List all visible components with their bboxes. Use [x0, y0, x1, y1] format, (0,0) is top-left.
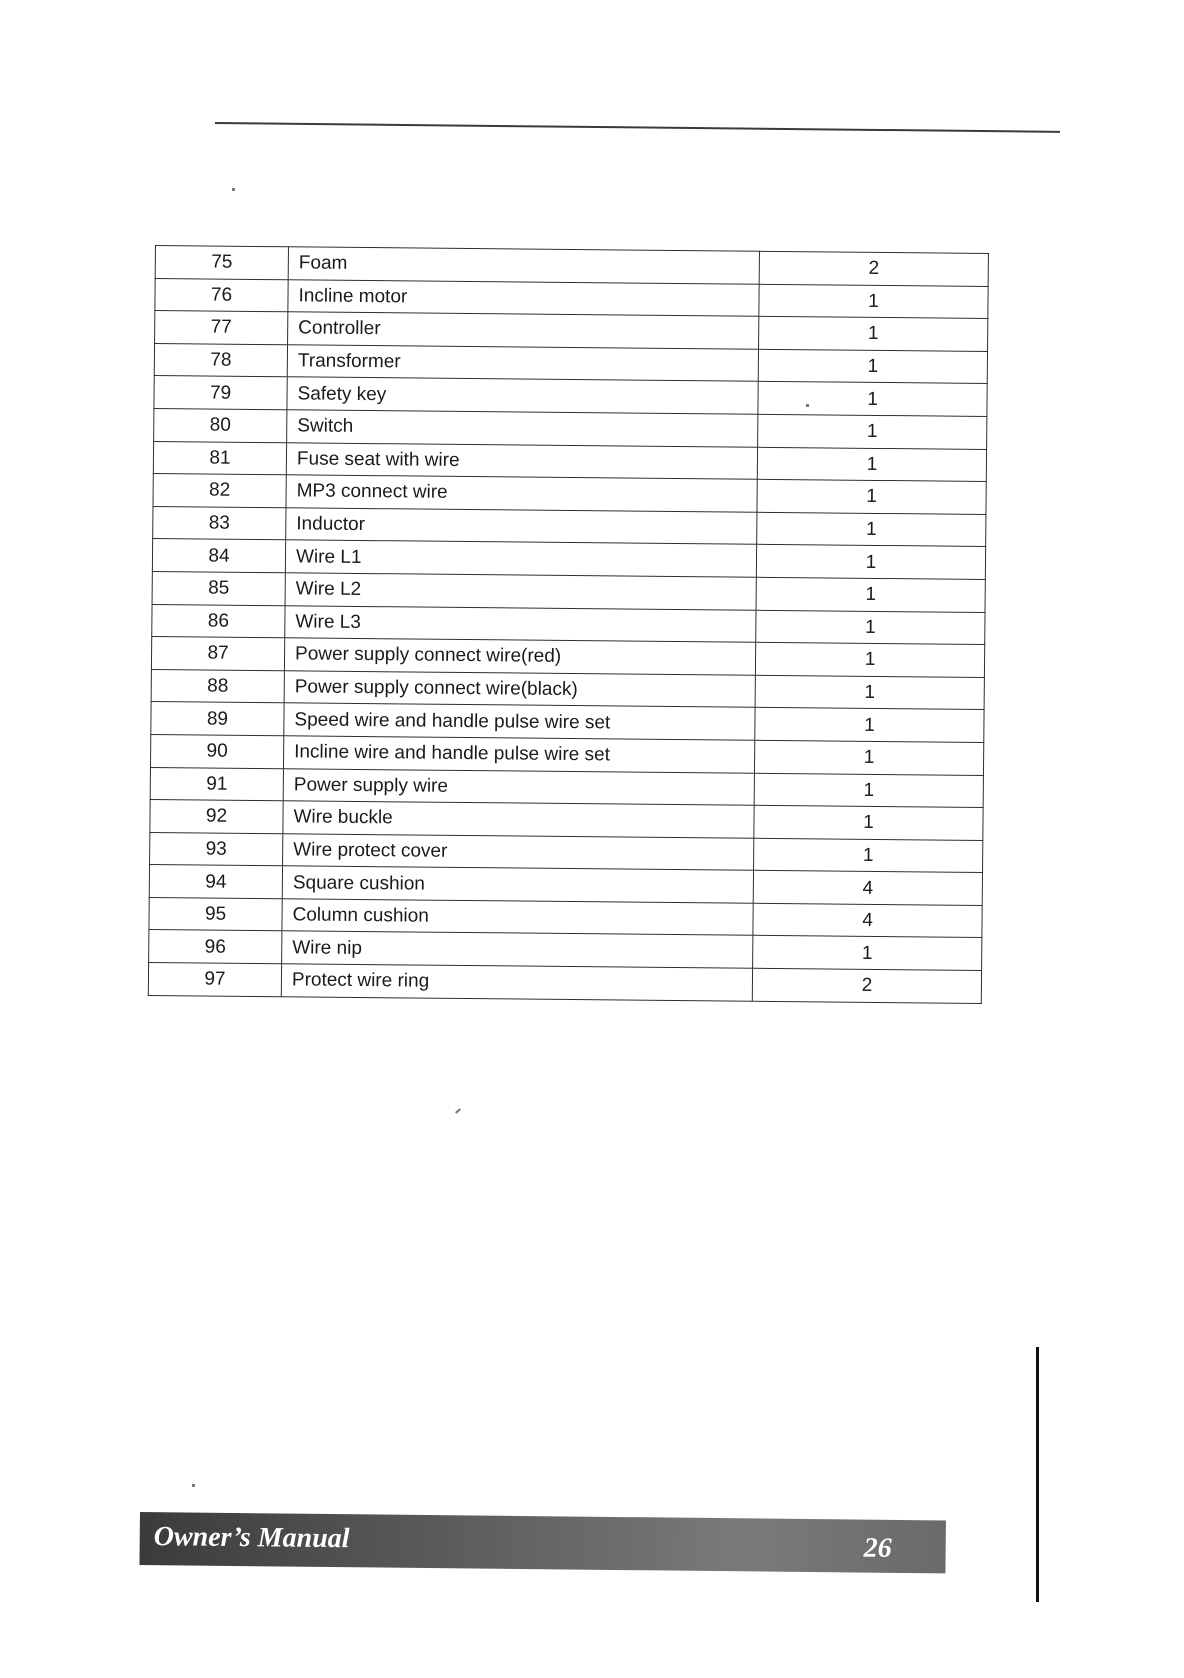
part-name: Switch [287, 410, 758, 447]
part-quantity: 1 [757, 512, 986, 547]
part-number: 82 [153, 474, 286, 508]
part-name: MP3 connect wire [286, 475, 757, 512]
part-number: 78 [154, 343, 287, 377]
part-quantity: 1 [753, 936, 982, 971]
part-number: 96 [149, 930, 282, 964]
part-quantity: 1 [755, 708, 984, 743]
part-quantity: 1 [754, 773, 983, 808]
part-name: Protect wire ring [281, 964, 752, 1001]
part-name: Wire buckle [283, 801, 754, 838]
header-rule [215, 122, 1060, 133]
part-name: Wire protect cover [283, 833, 754, 870]
part-quantity: 1 [759, 284, 988, 319]
part-quantity: 1 [758, 414, 987, 449]
part-quantity: 1 [755, 642, 984, 677]
part-number: 89 [151, 702, 284, 736]
binding-edge-line [1036, 1347, 1039, 1602]
part-name: Power supply connect wire(black) [284, 670, 755, 707]
part-number: 95 [149, 897, 282, 931]
part-number: 84 [152, 539, 285, 573]
table-row [148, 963, 981, 1004]
part-number: 97 [148, 963, 281, 997]
part-quantity: 4 [753, 903, 982, 938]
scan-speck [455, 1108, 461, 1113]
part-quantity: 2 [759, 251, 988, 286]
part-quantity: 1 [756, 577, 985, 612]
part-quantity: 1 [754, 838, 983, 873]
part-number: 90 [150, 734, 283, 768]
part-name: Square cushion [282, 866, 753, 903]
part-name: Power supply connect wire(red) [284, 638, 755, 675]
part-name: Safety key [287, 377, 758, 414]
parts-list [148, 245, 989, 1004]
page-number: 26 [863, 1532, 892, 1564]
part-number: 75 [155, 246, 288, 280]
part-name: Fuse seat with wire [286, 442, 757, 479]
part-name: Wire L3 [285, 605, 756, 642]
part-name: Incline wire and handle pulse wire set [283, 736, 754, 773]
part-name: Inductor [286, 508, 757, 545]
part-name: Wire L2 [285, 573, 756, 610]
part-quantity: 1 [758, 349, 987, 384]
part-number: 88 [151, 669, 284, 703]
part-number: 76 [155, 278, 288, 312]
part-name: Wire L1 [285, 540, 756, 577]
part-number: 79 [154, 376, 287, 410]
part-quantity: 1 [759, 316, 988, 351]
part-name: Foam [288, 247, 759, 284]
part-number: 94 [149, 865, 282, 899]
part-quantity: 1 [758, 382, 987, 417]
manual-title: Owner’s Manual [153, 1521, 350, 1555]
part-number: 85 [152, 571, 285, 605]
part-quantity: 2 [752, 968, 981, 1003]
part-quantity: 1 [754, 805, 983, 840]
scan-speck [232, 188, 235, 191]
footer-bar [139, 1512, 946, 1573]
parts-table [148, 245, 989, 1004]
part-number: 81 [153, 441, 286, 475]
part-quantity: 4 [753, 871, 982, 906]
part-number: 77 [155, 311, 288, 345]
part-name: Power supply wire [283, 768, 754, 805]
part-number: 87 [151, 637, 284, 671]
part-number: 83 [153, 506, 286, 540]
part-number: 93 [150, 832, 283, 866]
part-number: 91 [150, 767, 283, 801]
scan-speck [192, 1484, 195, 1487]
part-name: Speed wire and handle pulse wire set [284, 703, 755, 740]
parts-table-body [148, 246, 988, 1004]
part-name: Controller [288, 312, 759, 349]
part-name: Transformer [287, 345, 758, 382]
part-quantity: 1 [757, 479, 986, 514]
part-quantity: 1 [757, 447, 986, 482]
part-quantity: 1 [754, 740, 983, 775]
part-name: Column cushion [282, 899, 753, 936]
part-number: 86 [152, 604, 285, 638]
part-quantity: 1 [755, 675, 984, 710]
part-quantity: 1 [756, 545, 985, 580]
part-number: 92 [150, 800, 283, 834]
scan-speck [806, 404, 809, 407]
part-name: Wire nip [282, 931, 753, 968]
part-quantity: 1 [756, 610, 985, 645]
part-name: Incline motor [288, 279, 759, 316]
part-number: 80 [154, 408, 287, 442]
